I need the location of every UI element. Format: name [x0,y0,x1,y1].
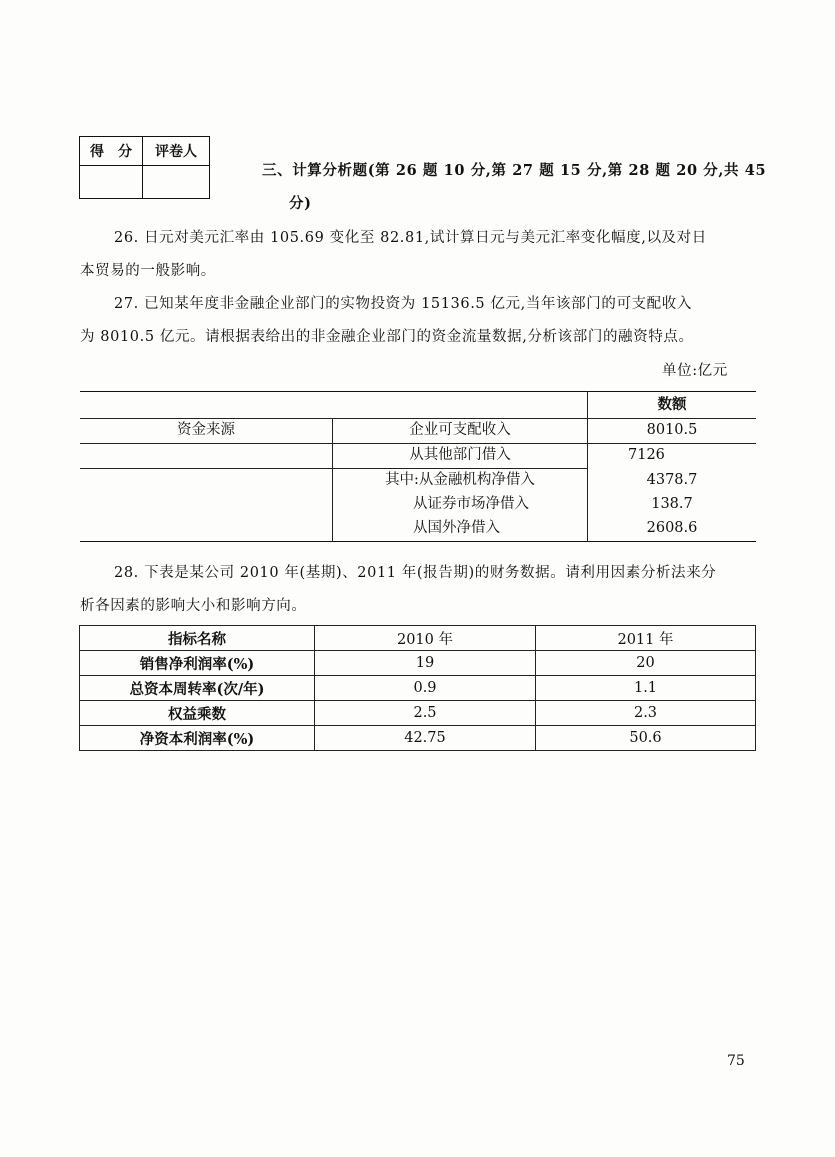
section-heading-cont: 分) [289,195,312,212]
q27-line2: 为 8010.5 亿元。请根据表给出的非金融企业部门的资金流量数据,分析该部门的融资特点。 [80,329,694,345]
fund-value: 2608.6 [646,520,698,536]
value-2010: 0.9 [315,676,536,701]
q28-line2: 析各因素的影响大小和影响方向。 [80,598,307,614]
score-cell [80,166,143,199]
table-row [80,651,756,676]
page-number: 75 [727,1053,745,1069]
grader-cell [143,166,210,199]
indicator-name: 销售净利润率(%) [80,651,315,676]
fund-value: 4378.7 [646,472,698,488]
table-row [80,701,756,726]
indicator-name: 权益乘数 [80,701,315,726]
score-label: 得 分 [80,137,143,166]
fund-item: 从其他部门借入 [409,447,511,463]
header-indicator: 指标名称 [80,626,315,651]
q26-line1: 26. 日元对美元汇率由 105.69 变化至 82.81,试计算日元与美元汇率变化幅度,以及对日 [114,230,707,246]
value-2010: 42.75 [315,726,536,751]
value-2011: 20 [536,651,756,676]
header-2010: 2010 年 [315,626,536,651]
indicator-name: 总资本周转率(次/年) [80,676,315,701]
value-2011: 1.1 [536,676,756,701]
fund-value: 138.7 [651,496,693,512]
header-2011: 2011 年 [536,626,756,651]
fund-item: 从国外净借入 [413,520,500,536]
section-heading: 三、计算分析题(第 26 题 10 分,第 27 题 15 分,第 28 题 20 分,共 45 [262,162,767,179]
q28-line1: 28. 下表是某公司 2010 年(基期)、2011 年(报告期)的财务数据。请利用因素分析法来分 [114,565,717,581]
table-row [80,676,756,701]
value-2011: 50.6 [536,726,756,751]
unit-label: 单位:亿元 [662,363,728,379]
q26-line2: 本贸易的一般影响。 [80,263,216,279]
fund-value: 7126 [628,447,665,463]
grader-label: 评卷人 [143,137,210,166]
value-2010: 2.5 [315,701,536,726]
table-header-row [80,626,756,651]
financial-data-table [79,625,756,751]
fund-source-label: 资金来源 [177,422,235,438]
indicator-name: 净资本利润率(%) [80,726,315,751]
fund-header-amount: 数额 [657,396,687,413]
value-2011: 2.3 [536,701,756,726]
value-2010: 19 [315,651,536,676]
fund-item: 企业可支配收入 [409,422,511,438]
fund-value: 8010.5 [646,422,698,438]
q27-line1: 27. 已知某年度非金融企业部门的实物投资为 15136.5 亿元,当年该部门的可支配收入 [114,296,692,312]
score-box [79,136,210,199]
table-row [80,726,756,751]
fund-item: 从证券市场净借入 [413,496,529,512]
fund-item: 其中:从金融机构净借入 [385,472,535,488]
